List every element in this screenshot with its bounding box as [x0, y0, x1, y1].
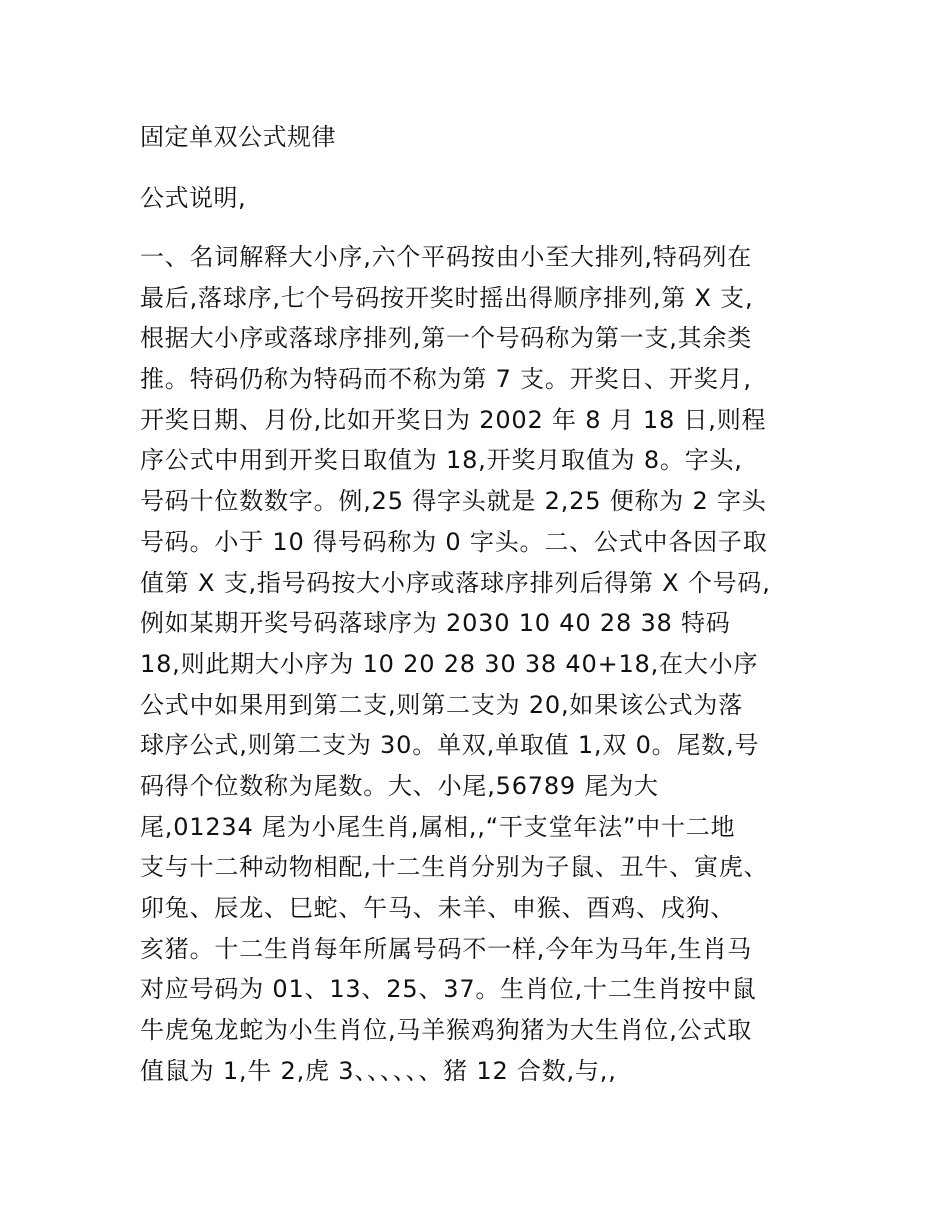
- body-line: 推。特码仍称为特码而不称为第 7 支。开奖日、开奖月,: [140, 365, 752, 394]
- body-line: 开奖日期、月份,比如开奖日为 2002 年 8 月 18 日,则程: [140, 405, 767, 434]
- document-title: 固定单双公式规律: [140, 123, 336, 151]
- body-line: 序公式中用到开奖日取值为 18,开奖月取值为 8。字头,: [140, 446, 743, 475]
- body-line: 尾,01234 尾为小尾生肖,属相,,“干支堂年法”中十二地: [140, 812, 736, 841]
- body-line: 号码。小于 10 得号码称为 0 字头。二、公式中各因子取: [140, 527, 768, 556]
- body-line: 例如某期开奖号码落球序为 2030 10 40 28 38 特码: [140, 609, 731, 638]
- body-line: 对应号码为 01、13、25、37。生肖位,十二生肖按中鼠: [140, 975, 757, 1004]
- body-line: 支与十二种动物相配,十二生肖分别为子鼠、丑牛、寅虎、: [140, 853, 769, 882]
- body-line: 卯兔、辰龙、巳蛇、午马、未羊、申猴、酉鸡、戌狗、: [140, 894, 736, 922]
- document-subtitle: 公式说明,: [140, 184, 247, 212]
- body-line: 码得个位数称为尾数。大、小尾,56789 尾为大: [140, 771, 659, 800]
- body-line: 号码十位数数字。例,25 得字头就是 2,25 便称为 2 字头: [140, 487, 767, 516]
- body-line: 最后,落球序,七个号码按开奖时摇出得顺序排列,第 X 支,: [140, 283, 754, 312]
- body-line: 牛虎兔龙蛇为小生肖位,马羊猴鸡狗猪为大生肖位,公式取: [140, 1016, 753, 1045]
- body-line: 值鼠为 1,牛 2,虎 3、、、、、、猪 12 合数,与,,: [140, 1056, 617, 1085]
- body-line: 公式中如果用到第二支,则第二支为 20,如果该公式为落: [140, 690, 744, 719]
- body-line: 根据大小序或落球序排列,第一个号码称为第一支,其余类: [140, 324, 753, 353]
- body-line: 亥猪。十二生肖每年所属号码不一样,今年为马年,生肖马: [140, 934, 753, 963]
- body-line: 球序公式,则第二支为 30。单双,单取值 1,双 0。尾数,号: [140, 731, 760, 760]
- document-body: [140, 240, 820, 1094]
- body-line: 一、名词解释大小序,六个平码按由小至大排列,特码列在: [140, 243, 753, 271]
- body-line: 18,则此期大小序为 10 20 28 30 38 40+18,在大小序: [140, 649, 759, 678]
- body-line: 值第 X 支,指号码按大小序或落球序排列后得第 X 个号码,: [140, 568, 771, 597]
